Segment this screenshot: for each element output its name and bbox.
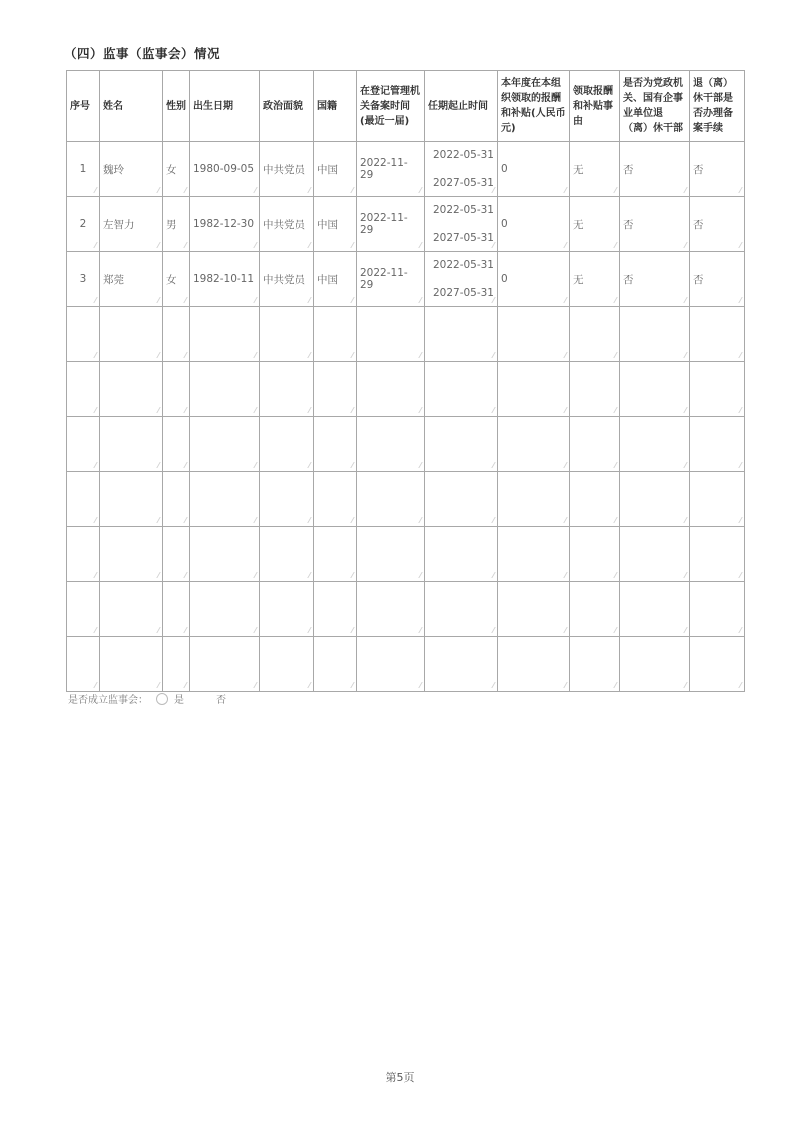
cell-resize-mark [677,352,687,358]
cell-resize-mark [150,352,160,358]
cell-resize-mark [87,352,97,358]
term-start: 2022-05-31 [432,204,494,216]
cell-resize-mark [344,517,354,523]
empty-table-row [67,582,745,637]
cell-resize-mark [247,352,257,358]
cell-resize-mark [607,297,617,303]
cell-name: 左智力 [100,197,163,252]
cell-retired-filed: 否 [690,252,745,307]
cell-resize-mark [177,572,187,578]
term-end: 2027-05-31 [432,232,494,244]
empty-table-row [67,472,745,527]
cell-filing-date: 2022-11-29 [357,142,425,197]
cell-nationality: 中国 [314,252,357,307]
cell-index: 1 [67,142,100,197]
cell-pay: 0 [498,142,570,197]
term-start: 2022-05-31 [432,149,494,161]
cell-resize-mark [412,242,422,248]
cell-name: 魏玲 [100,142,163,197]
cell-resize-mark [607,627,617,633]
cell-resize-mark [412,407,422,413]
cell-resize-mark [677,627,687,633]
header-gender: 性别 [163,71,190,142]
cell-term [425,142,498,197]
cell-resize-mark [485,627,495,633]
cell-resize-mark [177,242,187,248]
table-header-row [67,71,745,142]
cell-resize-mark [150,627,160,633]
cell-retired-cadre: 否 [620,142,690,197]
empty-table-row [67,637,745,692]
term-end: 2027-05-31 [432,177,494,189]
cell-term [425,197,498,252]
cell-resize-mark [557,682,567,688]
cell-resize-mark [177,462,187,468]
cell-resize-mark [485,407,495,413]
cell-resize-mark [87,242,97,248]
cell-pay-reason: 无 [570,252,620,307]
cell-resize-mark [247,297,257,303]
cell-resize-mark [485,572,495,578]
header-pay: 本年度在本组织领取的报酬和补贴(人民币元) [498,71,570,142]
header-pay-reason: 领取报酬和补贴事由 [570,71,620,142]
cell-resize-mark [247,572,257,578]
cell-resize-mark [344,462,354,468]
supervisors-table [66,70,745,692]
cell-resize-mark [247,407,257,413]
cell-resize-mark [247,627,257,633]
cell-resize-mark [732,187,742,193]
empty-table-row [67,417,745,472]
header-term: 任期起止时间 [425,71,498,142]
cell-resize-mark [87,407,97,413]
term-start: 2022-05-31 [432,259,494,271]
cell-gender: 女 [163,252,190,307]
cell-filing-date: 2022-11-29 [357,197,425,252]
cell-resize-mark [344,682,354,688]
cell-pay-reason: 无 [570,197,620,252]
cell-name: 郑莞 [100,252,163,307]
cell-resize-mark [301,352,311,358]
cell-resize-mark [677,242,687,248]
cell-resize-mark [412,572,422,578]
cell-resize-mark [301,297,311,303]
cell-political-status: 中共党员 [260,197,314,252]
cell-resize-mark [607,407,617,413]
cell-resize-mark [301,187,311,193]
yes-radio[interactable] [156,693,168,705]
option-yes-label: 是 [174,695,184,706]
question-label: 是否成立监事会： [68,695,148,706]
supervisory-board-question [68,691,226,706]
cell-resize-mark [732,242,742,248]
cell-resize-mark [557,627,567,633]
header-retired-filed: 退（离）休干部是否办理备案手续 [690,71,745,142]
cell-resize-mark [87,297,97,303]
cell-resize-mark [412,297,422,303]
cell-resize-mark [677,682,687,688]
cell-resize-mark [301,627,311,633]
cell-resize-mark [732,682,742,688]
cell-resize-mark [557,517,567,523]
header-birth-date: 出生日期 [190,71,260,142]
cell-resize-mark [247,682,257,688]
cell-resize-mark [177,187,187,193]
cell-resize-mark [607,242,617,248]
cell-resize-mark [485,462,495,468]
cell-resize-mark [557,572,567,578]
cell-resize-mark [557,187,567,193]
cell-resize-mark [150,462,160,468]
cell-resize-mark [177,627,187,633]
cell-resize-mark [412,462,422,468]
cell-resize-mark [607,517,617,523]
cell-resize-mark [412,352,422,358]
cell-pay: 0 [498,197,570,252]
cell-resize-mark [557,407,567,413]
cell-resize-mark [732,297,742,303]
cell-resize-mark [485,352,495,358]
cell-resize-mark [87,627,97,633]
cell-resize-mark [677,297,687,303]
table-row [67,197,745,252]
cell-resize-mark [344,627,354,633]
section-title: （四）监事（监事会）情况 [64,46,221,61]
cell-resize-mark [150,187,160,193]
empty-table-row [67,362,745,417]
cell-birth-date: 1980-09-05 [190,142,260,197]
header-nationality: 国籍 [314,71,357,142]
cell-resize-mark [301,462,311,468]
cell-resize-mark [412,682,422,688]
cell-resize-mark [412,517,422,523]
cell-resize-mark [344,572,354,578]
cell-index: 3 [67,252,100,307]
cell-resize-mark [177,407,187,413]
table-row [67,252,745,307]
cell-resize-mark [677,187,687,193]
cell-resize-mark [247,462,257,468]
cell-resize-mark [150,407,160,413]
cell-resize-mark [301,517,311,523]
cell-resize-mark [150,572,160,578]
cell-resize-mark [344,407,354,413]
cell-resize-mark [732,627,742,633]
cell-resize-mark [485,242,495,248]
cell-resize-mark [344,297,354,303]
cell-birth-date: 1982-10-11 [190,252,260,307]
cell-resize-mark [301,682,311,688]
cell-resize-mark [732,572,742,578]
cell-resize-mark [732,352,742,358]
cell-nationality: 中国 [314,197,357,252]
cell-birth-date: 1982-12-30 [190,197,260,252]
cell-retired-cadre: 否 [620,197,690,252]
cell-resize-mark [732,407,742,413]
cell-resize-mark [557,297,567,303]
cell-resize-mark [677,462,687,468]
cell-resize-mark [150,242,160,248]
header-filing-date: 在登记管理机关备案时间(最近一届) [357,71,425,142]
header-name: 姓名 [100,71,163,142]
cell-resize-mark [607,572,617,578]
cell-resize-mark [87,517,97,523]
cell-resize-mark [607,352,617,358]
table-row [67,142,745,197]
option-no-label: 否 [216,695,226,706]
cell-pay-reason: 无 [570,142,620,197]
cell-resize-mark [412,627,422,633]
cell-resize-mark [344,352,354,358]
cell-nationality: 中国 [314,142,357,197]
cell-political-status: 中共党员 [260,142,314,197]
cell-gender: 男 [163,197,190,252]
cell-resize-mark [177,352,187,358]
cell-pay: 0 [498,252,570,307]
cell-resize-mark [87,682,97,688]
cell-resize-mark [677,517,687,523]
cell-resize-mark [150,517,160,523]
cell-resize-mark [87,187,97,193]
cell-resize-mark [87,462,97,468]
cell-gender: 女 [163,142,190,197]
cell-resize-mark [150,297,160,303]
cell-resize-mark [485,682,495,688]
cell-resize-mark [344,187,354,193]
cell-resize-mark [301,407,311,413]
cell-term [425,252,498,307]
cell-retired-filed: 否 [690,142,745,197]
cell-resize-mark [485,297,495,303]
cell-resize-mark [607,187,617,193]
empty-table-row [67,527,745,582]
cell-resize-mark [485,517,495,523]
cell-resize-mark [557,352,567,358]
cell-resize-mark [412,187,422,193]
cell-resize-mark [607,462,617,468]
cell-political-status: 中共党员 [260,252,314,307]
cell-index: 2 [67,197,100,252]
page-number: 第5页 [385,1071,415,1084]
header-political-status: 政治面貌 [260,71,314,142]
header-retired-cadre: 是否为党政机关、国有企事业单位退（离）休干部 [620,71,690,142]
cell-resize-mark [177,682,187,688]
cell-resize-mark [677,407,687,413]
cell-resize-mark [732,517,742,523]
cell-resize-mark [732,462,742,468]
cell-resize-mark [177,297,187,303]
cell-resize-mark [607,682,617,688]
term-end: 2027-05-31 [432,287,494,299]
cell-resize-mark [87,572,97,578]
header-index: 序号 [67,71,100,142]
cell-resize-mark [485,187,495,193]
cell-resize-mark [344,242,354,248]
cell-resize-mark [150,682,160,688]
empty-table-row [67,307,745,362]
cell-resize-mark [557,462,567,468]
cell-retired-filed: 否 [690,197,745,252]
cell-resize-mark [557,242,567,248]
cell-resize-mark [301,572,311,578]
cell-resize-mark [247,242,257,248]
cell-retired-cadre: 否 [620,252,690,307]
cell-resize-mark [247,517,257,523]
cell-filing-date: 2022-11-29 [357,252,425,307]
cell-resize-mark [177,517,187,523]
cell-resize-mark [301,242,311,248]
cell-resize-mark [677,572,687,578]
cell-resize-mark [247,187,257,193]
